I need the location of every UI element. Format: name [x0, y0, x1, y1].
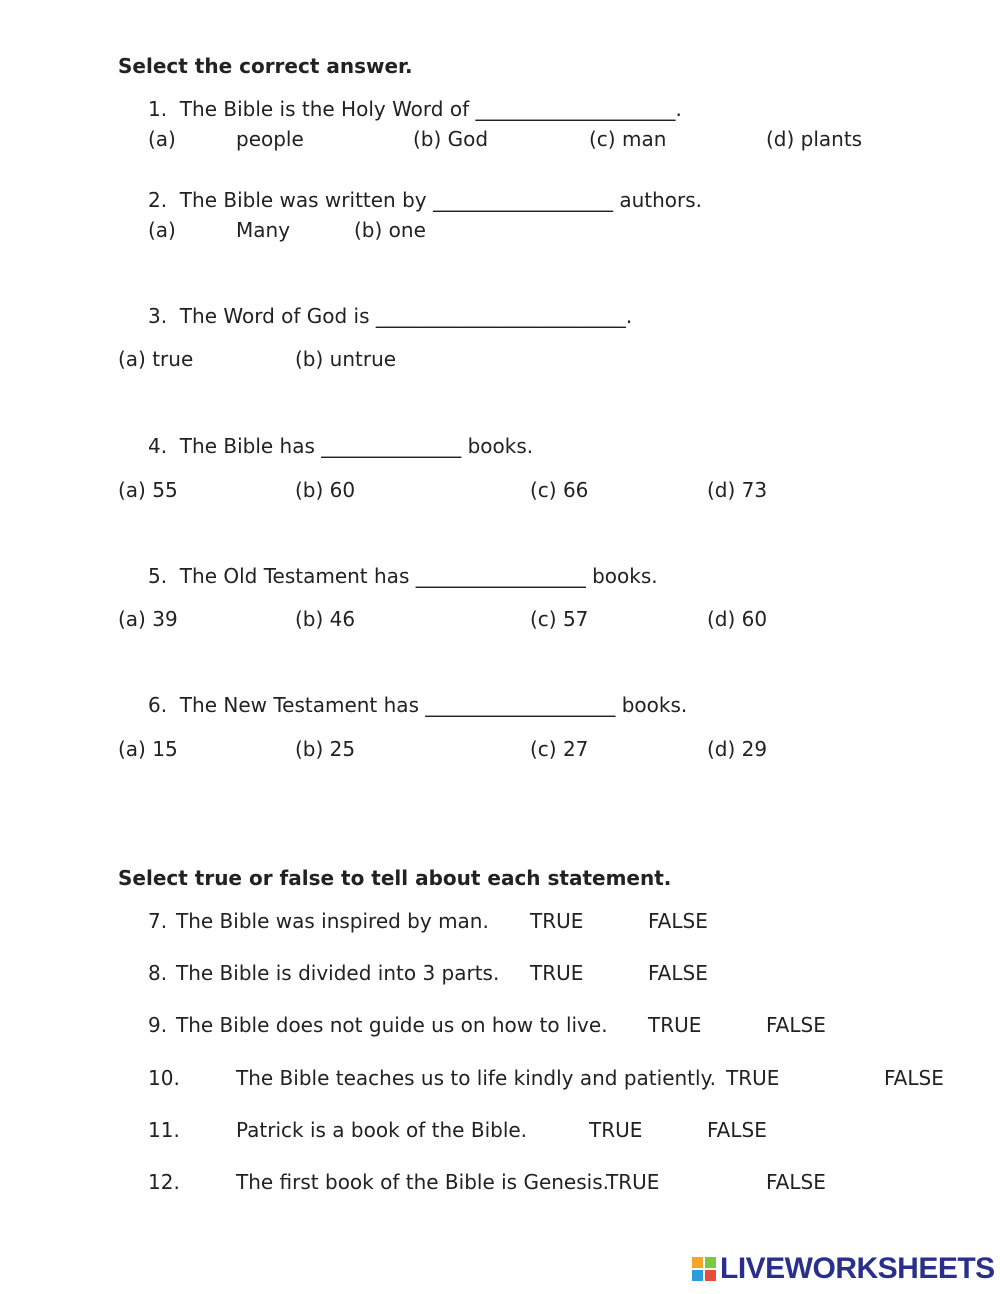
statement-12-number: 12. — [148, 1170, 180, 1194]
logo-tile-l — [692, 1257, 703, 1268]
q1-option-c[interactable]: (c) man — [589, 127, 667, 151]
statement-10-true[interactable]: TRUE — [726, 1066, 780, 1090]
statement-10-false[interactable]: FALSE — [884, 1066, 944, 1090]
q5-option-a[interactable]: (a) 39 — [118, 607, 178, 631]
q6-option-b[interactable]: (b) 25 — [295, 737, 356, 761]
q3-option-b[interactable]: (b) untrue — [295, 347, 397, 371]
q1-option-b[interactable]: (b) God — [413, 127, 489, 151]
q5-option-b[interactable]: (b) 46 — [295, 607, 356, 631]
question-3-text: 3. The Word of God is _________________________. — [148, 304, 633, 328]
logo-tile-i — [705, 1257, 716, 1268]
statement-11-text: Patrick is a book of the Bible. — [236, 1118, 528, 1142]
section-heading-multiple-choice: Select the correct answer. — [118, 54, 413, 78]
statement-11-true[interactable]: TRUE — [589, 1118, 643, 1142]
q6-option-a[interactable]: (a) 15 — [118, 737, 178, 761]
statement-10-text: The Bible teaches us to life kindly and patiently. — [236, 1066, 716, 1090]
statement-10-number: 10. — [148, 1066, 180, 1090]
statement-11-number: 11. — [148, 1118, 180, 1142]
logo-tile-v — [692, 1270, 703, 1281]
statement-7-text: The Bible was inspired by man. — [176, 909, 489, 933]
q4-option-c[interactable]: (c) 66 — [530, 478, 589, 502]
q6-option-d[interactable]: (d) 29 — [707, 737, 768, 761]
statement-9-text: The Bible does not guide us on how to live. — [176, 1013, 608, 1037]
q4-option-b[interactable]: (b) 60 — [295, 478, 356, 502]
statement-9-true[interactable]: TRUE — [648, 1013, 702, 1037]
statement-12-text: The first book of the Bible is Genesis. — [236, 1170, 609, 1194]
statement-9-false[interactable]: FALSE — [766, 1013, 826, 1037]
q6-option-c[interactable]: (c) 27 — [530, 737, 589, 761]
q4-option-d[interactable]: (d) 73 — [707, 478, 768, 502]
statement-7-true[interactable]: TRUE — [530, 909, 584, 933]
liveworksheets-logo-icon — [692, 1257, 716, 1281]
question-2-text: 2. The Bible was written by __________________ authors. — [148, 188, 703, 212]
section-heading-true-false: Select true or false to tell about each statement. — [118, 866, 672, 890]
q3-option-a[interactable]: (a) true — [118, 347, 194, 371]
statement-12-false[interactable]: FALSE — [766, 1170, 826, 1194]
statement-9-number: 9. — [148, 1013, 168, 1037]
statement-12-true[interactable]: TRUE — [606, 1170, 660, 1194]
statement-7-number: 7. — [148, 909, 168, 933]
statement-11-false[interactable]: FALSE — [707, 1118, 767, 1142]
q1-option-a-letter[interactable]: (a) — [148, 127, 176, 151]
statement-7-false[interactable]: FALSE — [648, 909, 708, 933]
q2-option-a[interactable]: Many — [236, 218, 291, 242]
q5-option-d[interactable]: (d) 60 — [707, 607, 768, 631]
statement-8-true[interactable]: TRUE — [530, 961, 584, 985]
q2-option-b[interactable]: (b) one — [354, 218, 426, 242]
question-6-text: 6. The New Testament has ___________________ books. — [148, 693, 688, 717]
statement-8-false[interactable]: FALSE — [648, 961, 708, 985]
q4-option-a[interactable]: (a) 55 — [118, 478, 178, 502]
liveworksheets-logo — [692, 1252, 995, 1286]
question-4-text: 4. The Bible has ______________ books. — [148, 434, 534, 458]
logo-wordmark: LIVEWORKSHEETS — [720, 1252, 995, 1285]
statement-8-number: 8. — [148, 961, 168, 985]
q5-option-c[interactable]: (c) 57 — [530, 607, 589, 631]
q2-option-a-letter[interactable]: (a) — [148, 218, 176, 242]
question-1-text: 1. The Bible is the Holy Word of ____________________. — [148, 97, 682, 121]
statement-8-text: The Bible is divided into 3 parts. — [176, 961, 500, 985]
q1-option-d[interactable]: (d) plants — [766, 127, 863, 151]
q1-option-a[interactable]: people — [236, 127, 304, 151]
question-5-text: 5. The Old Testament has _________________ books. — [148, 564, 658, 588]
logo-tile-e — [705, 1270, 716, 1281]
